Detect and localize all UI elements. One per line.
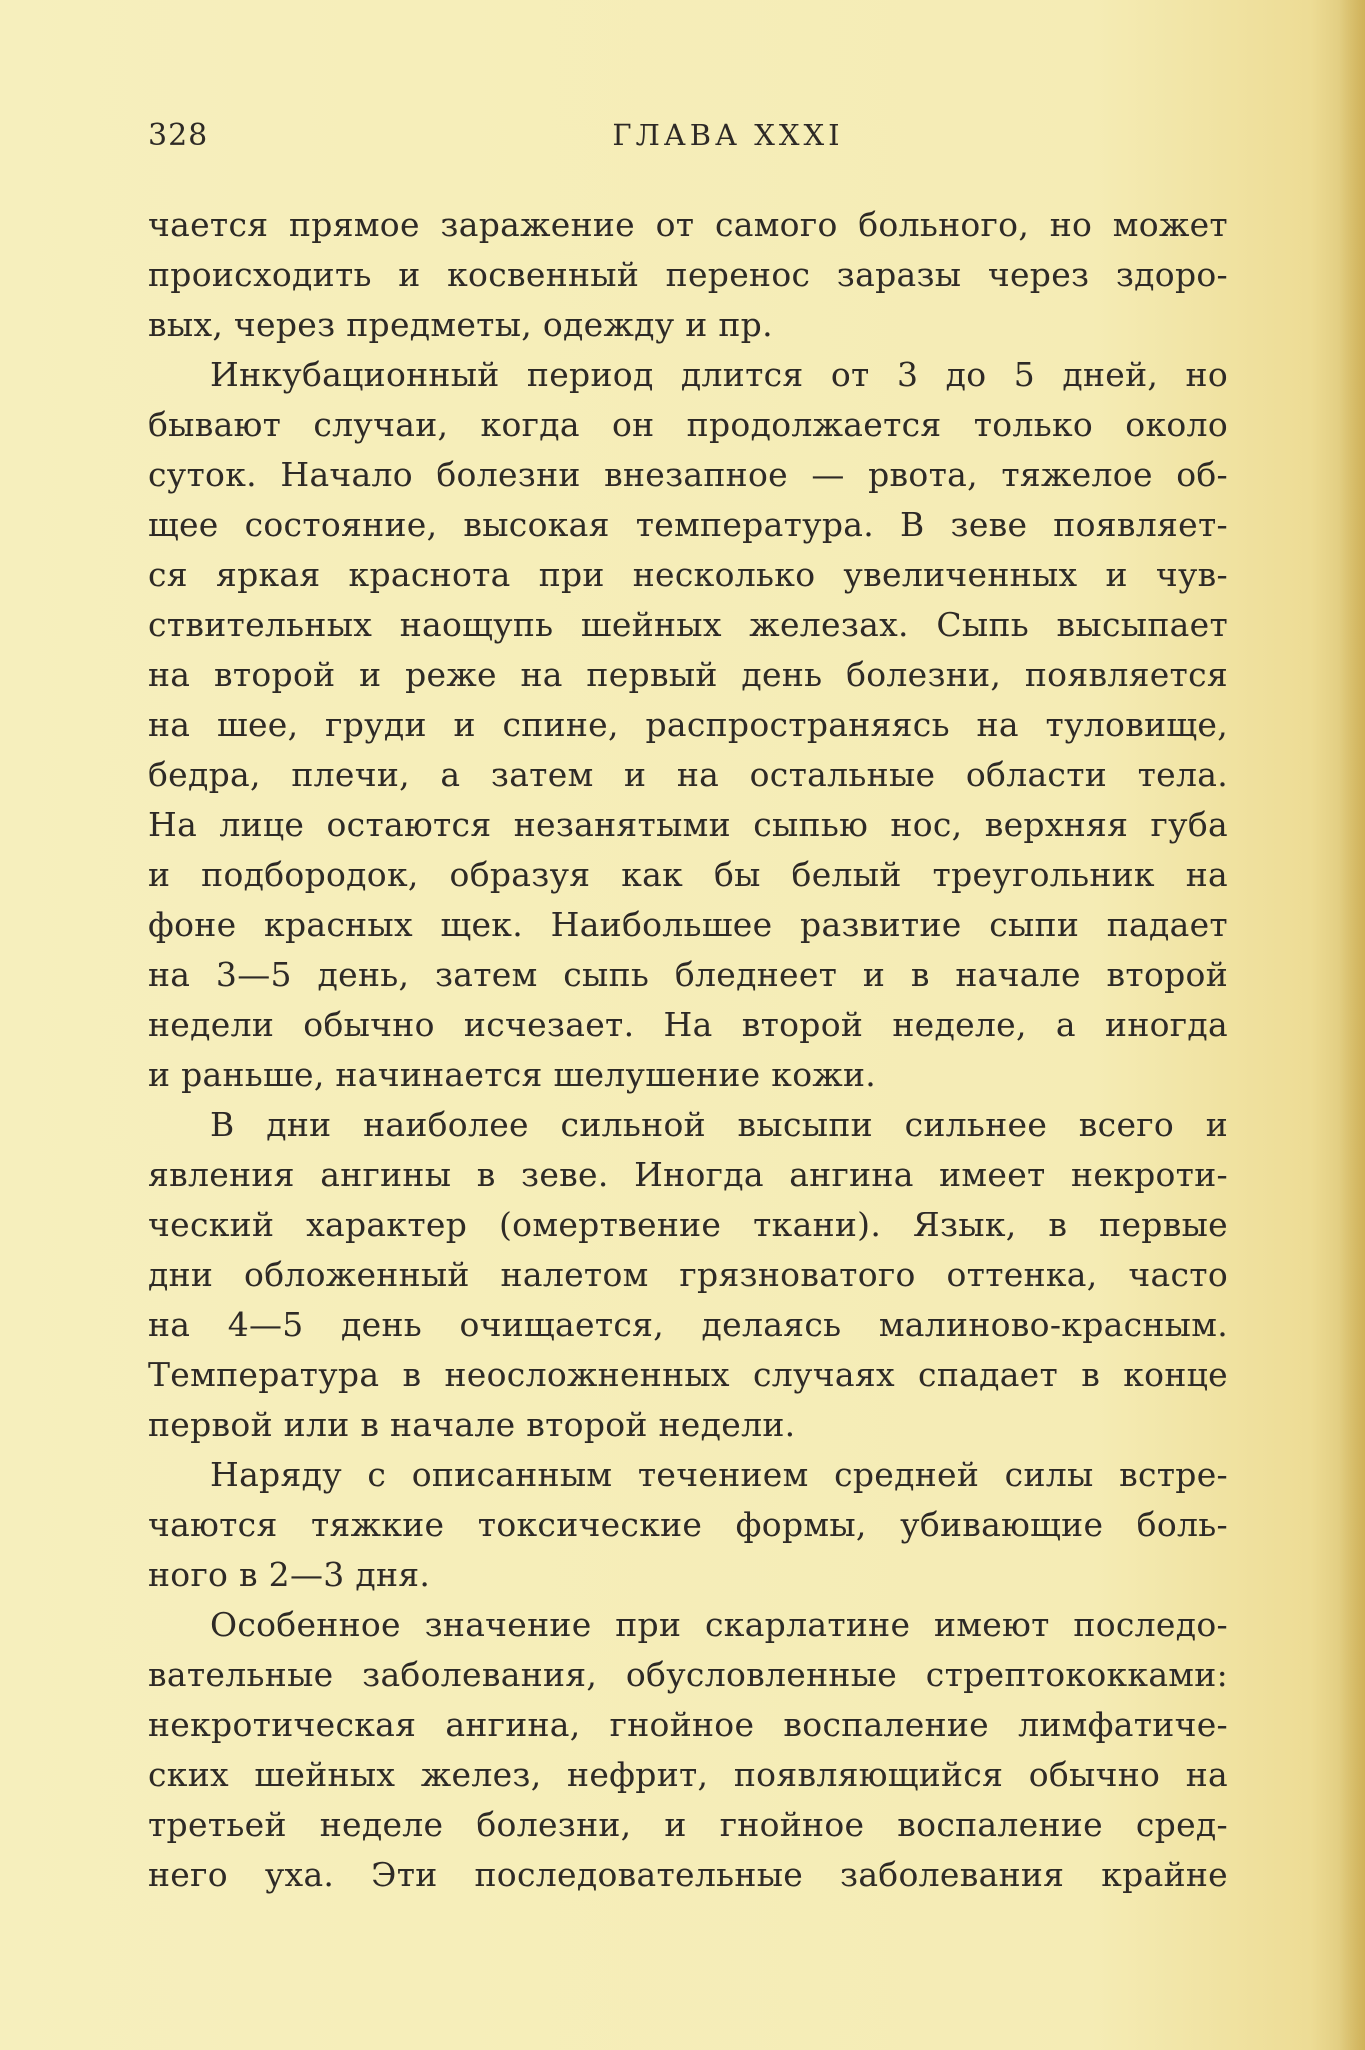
text-line: ствительных наощупь шейных железах. Сыпь высыпает — [148, 605, 1228, 644]
text-line: недели обычно исчезает. На второй неделе, а иногда — [148, 1005, 1228, 1044]
text-line: третьей неделе болезни, и гнойное воспаление сред- — [148, 1805, 1228, 1844]
text-line: Температура в неосложненных случаях спадает в конце — [148, 1355, 1228, 1394]
text-line: чаются тяжкие токсические формы, убивающие боль- — [148, 1505, 1228, 1544]
text-line: вательные заболевания, обусловленные стрептококками: — [148, 1655, 1228, 1694]
text-line: и подбородок, образуя как бы белый треугольник на — [148, 855, 1228, 894]
text-line: некротическая ангина, гнойное воспаление лимфатиче- — [148, 1705, 1228, 1744]
text-line: и раньше, начинается шелушение кожи. — [148, 1055, 877, 1094]
text-line: суток. Начало болезни внезапное — рвота, тяжелое об- — [148, 455, 1228, 494]
text-line: ного в 2—3 дня. — [148, 1555, 431, 1594]
page-header — [148, 118, 1228, 162]
text-line: бывают случаи, когда он продолжается только около — [148, 405, 1228, 444]
body-text — [148, 200, 1228, 1900]
text-line: первой или в начале второй недели. — [148, 1405, 796, 1444]
text-line: На лице остаются незанятыми сыпью нос, верхняя губа — [148, 805, 1228, 844]
text-line: на 3—5 день, затем сыпь бледнеет и в начале второй — [148, 955, 1228, 994]
page-edge-shading — [1339, 0, 1365, 2050]
text-line: ся яркая краснота при несколько увеличенных и чув- — [148, 555, 1228, 594]
text-line: чается прямое заражение от самого больного, но может — [148, 205, 1228, 244]
text-line: фоне красных щек. Наибольшее развитие сыпи падает — [148, 905, 1228, 944]
text-line: вых, через предметы, одежду и пр. — [148, 305, 773, 344]
text-line: ских шейных желез, нефрит, появляющийся обычно на — [148, 1755, 1228, 1794]
text-line: бедра, плечи, а затем и на остальные области тела. — [148, 755, 1228, 794]
page-number: 328 — [148, 118, 209, 153]
paragraph-start-line: Наряду с описанным течением средней силы встре- — [210, 1455, 1228, 1494]
text-line: него уха. Эти последовательные заболевания крайне — [148, 1855, 1228, 1894]
paragraph-start-line: В дни наиболее сильной высыпи сильнее всего и — [210, 1105, 1228, 1144]
text-line: на второй и реже на первый день болезни, появляется — [148, 655, 1228, 694]
text-line: происходить и косвенный перенос заразы через здоро- — [148, 255, 1228, 294]
paragraph-start-line: Особенное значение при скарлатине имеют последо- — [210, 1605, 1228, 1644]
text-line: щее состояние, высокая температура. В зеве появляет- — [148, 505, 1228, 544]
text-line: явления ангины в зеве. Иногда ангина имеет некроти- — [148, 1155, 1228, 1194]
text-line: дни обложенный налетом грязноватого оттенка, часто — [148, 1255, 1228, 1294]
text-line: на шее, груди и спине, распространяясь на туловище, — [148, 705, 1228, 744]
chapter-heading: ГЛАВА XXXI — [612, 118, 844, 152]
text-line: ческий характер (омертвение ткани). Язык, в первые — [148, 1205, 1228, 1244]
paragraph-start-line: Инкубационный период длится от 3 до 5 дней, но — [210, 355, 1228, 394]
text-line: на 4—5 день очищается, делаясь малиново-красным. — [148, 1305, 1228, 1344]
